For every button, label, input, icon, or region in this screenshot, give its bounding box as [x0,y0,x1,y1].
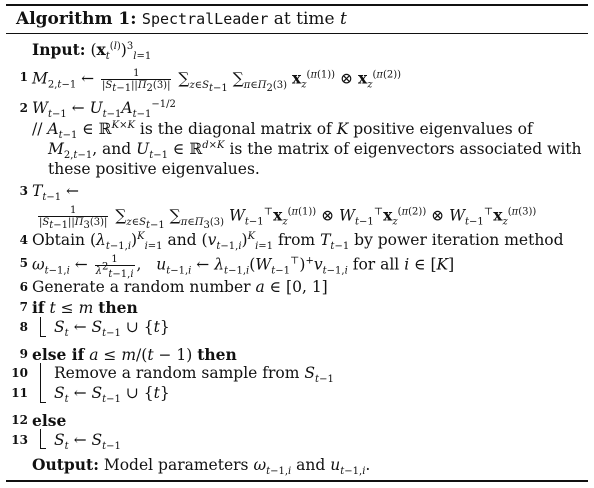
line-number-2: 2 [19,101,28,115]
line-number-1: 1 [19,70,28,84]
line-10: Remove a random sample from $S_{t-1}$ [54,364,334,386]
line-number-10: 10 [11,366,28,380]
input-label: Input: [32,40,86,59]
line-2: $W_{t-1}$ ← $U_{t-1}A_{t-1}^{-1/2}$ [32,98,176,121]
block-bar-elseif [40,363,41,403]
block-bar-if [40,317,41,337]
line-number-5: 5 [19,256,28,270]
line-3b: $\frac{1}{|S_{t-1}||\Pi_3(3)|}$ $\sum_{z\in S_{t-1}}$ $\sum_{\pi\in\Pi_3(3)}$ $W_{t-1}^⊤x_z^{(\pi(1))}$ ⊗ $W_{t-1}^⊤x_z^{(\pi(2))}$ ⊗ $W_{t-1}^⊤x_z^{(\pi(3))}$ [39,205,537,231]
line-number-4: 4 [19,233,28,247]
line-3a: $T_{t-1}$ ← [32,182,80,204]
line-1: $M_{2,t-1}$ ← $\frac{1}{|S_{t-1}||\Pi_2(3)|}$ $\sum_{z\in S_{t-1}}$ $\sum_{\pi\in\Pi_2(3)}$ $x_z^{(\pi(1))}$ ⊗ $x_z^{(\pi(2))}$ [32,68,402,94]
line-6: Generate a random number a ∈ [0, 1] [32,278,328,296]
line-9: else if a ≤ m/(t − 1) then [32,345,237,364]
algorithm-name: SpectralLeader [141,10,269,28]
block-foot-if [40,336,46,337]
output-label: Output: [32,455,99,474]
output-line: Output: Model parameters $\omega_{t-1,i}$ and $u_{t-1,i}$. [32,455,371,478]
line-11: $S_t$ ← $S_{t-1}$ ∪ {t} [54,384,170,406]
top-rule [6,4,588,6]
line-2-comment-b: $M_{2,t-1}$, and $U_{t-1}$ ∈ ℝ$^{d\times K}$ is the matrix of eigenvectors associated with [48,139,582,162]
line-2-comment-a: // $A_{t-1}$ ∈ ℝ$^{K\times K}$ is the diagonal matrix of K positive eigenvalues of [32,119,533,142]
line-number-8: 8 [19,320,28,334]
block-foot-else [40,448,46,449]
line-4: Obtain $(\lambda_{t-1,i})^K_{i=1}$ and $(v_{t-1,i})^K_{i=1}$ from $T_{t-1}$ by power iteration method [32,230,564,253]
line-number-3: 3 [19,184,28,198]
line-8: $S_t$ ← $S_{t-1}$ ∪ {t} [54,318,170,340]
line-number-11: 11 [11,386,28,400]
line-2-comment-c: these positive eigenvalues. [48,160,260,178]
caption-rule [6,33,588,34]
line-number-9: 9 [19,347,28,361]
block-foot-elseif [40,402,46,403]
line-13: $S_t$ ← $S_{t-1}$ [54,431,121,453]
block-bar-else [40,429,41,449]
line-7: if t ≤ m then [32,298,138,317]
line-number-7: 7 [19,300,28,314]
caption-label: Algorithm 1: [16,9,137,29]
caption-suffix: at time [273,9,335,29]
line-number-6: 6 [19,280,28,294]
bottom-rule [6,480,588,482]
line-5: $\omega_{t-1,i}$ ← $\frac{1}{\lambda^2_{t-1,i}}$ , $u_{t-1,i}$ ← $\lambda_{t-1,i}(W_{t-1}^⊤)^+v_{t-1,i}$ for all i ∈ [K] [32,254,455,280]
line-number-12: 12 [11,413,28,427]
line-number-13: 13 [11,433,28,447]
algorithm-box [6,4,588,482]
input-line: Input: $(x_t^{(l)})^3_{l=1}$ [32,40,152,63]
line-12: else [32,411,67,430]
algorithm-caption: Algorithm 1: SpectralLeader at time t [16,9,347,29]
